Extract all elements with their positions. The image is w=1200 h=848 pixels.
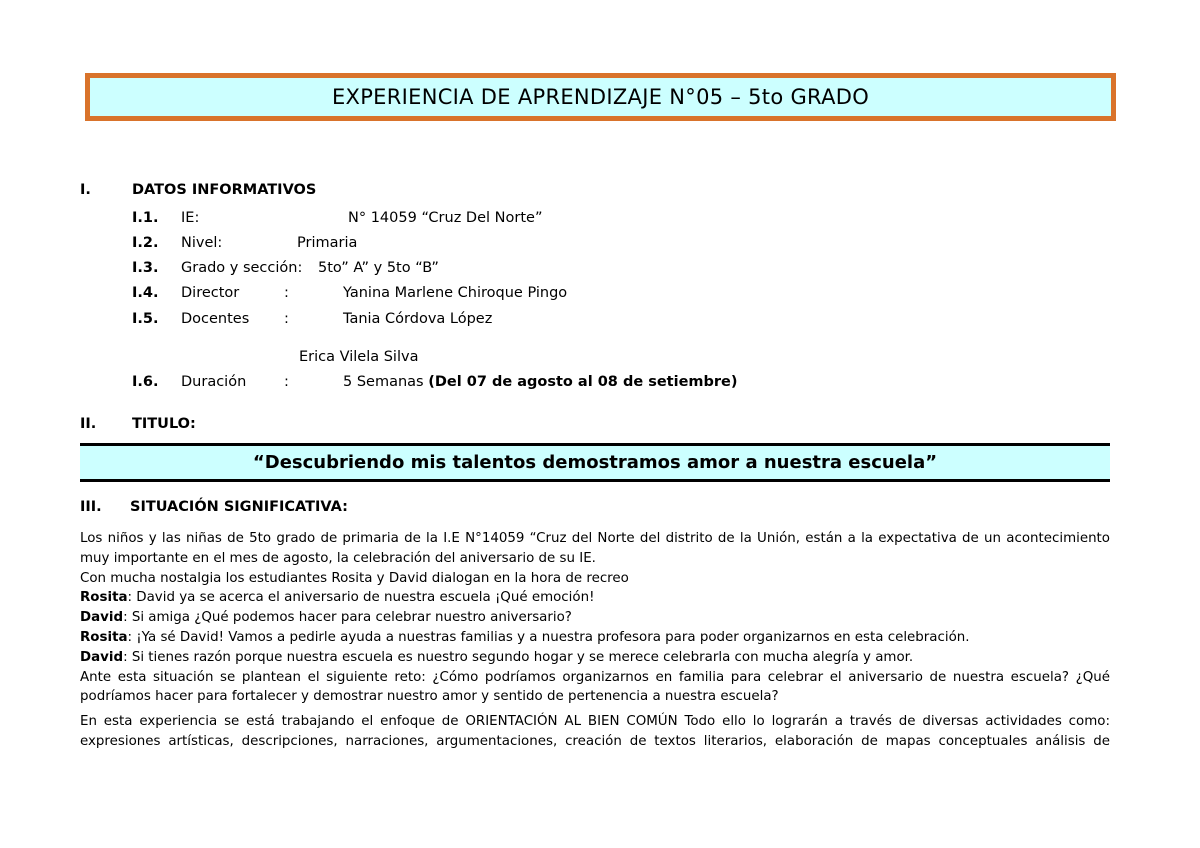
duracion-value-wrap [343,374,738,390]
section-number: II. [80,416,97,432]
item-value: 5to” A” y 5to “B” [318,260,439,276]
item-colon: : [284,374,289,390]
section-datos-informativos [80,182,316,198]
situacion-enfoque [80,712,1110,752]
item-number: I.5. [132,311,159,327]
speaker-name: Rosita [80,629,128,645]
section-titulo [80,416,196,432]
speaker-name: David [80,649,124,665]
dialogue-text: : ¡Ya sé David! Vamos a pedirle ayuda a nuestras familias y a nuestra profesora para poder organizarnos en esta celebración. [127,629,970,645]
item-colon: : [284,285,289,301]
paragraph-intro: Los niños y las niñas de 5to grado de primaria de la I.E N°14059 “Cruz del Norte del distrito de la Unión, están a la expectativa de un acontecimiento muy importante en el mes de agosto, la celebración del aniversario de su IE. [80,531,1110,566]
paragraph-context: Con mucha nostalgia los estudiantes Rosita y David dialogan en la hora de recreo [80,570,629,586]
item-label: Grado y sección: [181,260,303,276]
duracion-detail: (Del 07 de agosto al 08 de setiembre) [428,374,738,390]
dialogue-line [80,588,1110,608]
dialogue-text: : David ya se acerca el aniversario de nuestra escuela ¡Qué emoción! [127,590,595,606]
dialogue-line [80,648,1110,668]
section-label: SITUACIÓN SIGNIFICATIVA: [130,499,348,515]
section-label: TITULO: [132,416,196,432]
speaker-name: David [80,610,124,626]
section-number: III. [80,499,102,515]
paragraph-enfoque-line2: expresiones artísticas, descripciones, narraciones, argumentaciones, creación de textos literarios, elaboración de mapas conceptuales análisis de [80,733,1110,749]
item-label: Director [181,285,240,301]
dialogue-text: : Si amiga ¿Qué podemos hacer para celebrar nuestro aniversario? [123,610,572,626]
item-number: I.2. [132,235,159,251]
item-number: I.1. [132,210,159,226]
item-label: Docentes [181,311,250,327]
item-value: Tania Córdova López [343,311,493,327]
item-value: 5 Semanas [343,374,424,390]
item-label: IE: [181,210,200,226]
item-number: I.6. [132,374,159,390]
docente-second: Erica Vilela Silva [299,349,419,365]
speaker-name: Rosita [80,590,128,606]
paragraph-enfoque-line1: En esta experiencia se está trabajando el enfoque de ORIENTACIÓN AL BIEN COMÚN Todo ello lo lograrán a través de diversas actividades como: [80,714,1110,729]
dialogue-line [80,628,1110,648]
item-colon: : [284,311,289,327]
item-value: Primaria [297,235,358,251]
item-number: I.4. [132,285,159,301]
dialogue-text: : Si tienes razón porque nuestra escuela es nuestro segundo hogar y se merece celebrarla con mucha alegría y amor. [123,649,914,665]
item-value: Yanina Marlene Chiroque Pingo [343,285,568,301]
item-label: Nivel: [181,235,223,251]
section-number: I. [80,182,91,198]
item-number: I.3. [132,260,159,276]
item-label: Duración [181,374,247,390]
situacion-body [80,529,1110,707]
item-value: N° 14059 “Cruz Del Norte” [348,210,543,226]
section-label: DATOS INFORMATIVOS [132,182,317,198]
section-situacion [80,499,348,515]
paragraph-reto: Ante esta situación se plantean el siguiente reto: ¿Cómo podríamos organizarnos en familia para celebrar el aniversario de nuestra escuela? ¿Qué podríamos hacer para fortalecer y demostrar nuestro amor y sentido de pertenencia a nuestra escuela? [80,669,1110,705]
experience-title: “Descubriendo mis talentos demostramos amor a nuestra escuela” [80,443,1110,482]
dialogue-line [80,608,1110,628]
document-title: EXPERIENCIA DE APRENDIZAJE N°05 – 5to GRADO [85,73,1116,121]
